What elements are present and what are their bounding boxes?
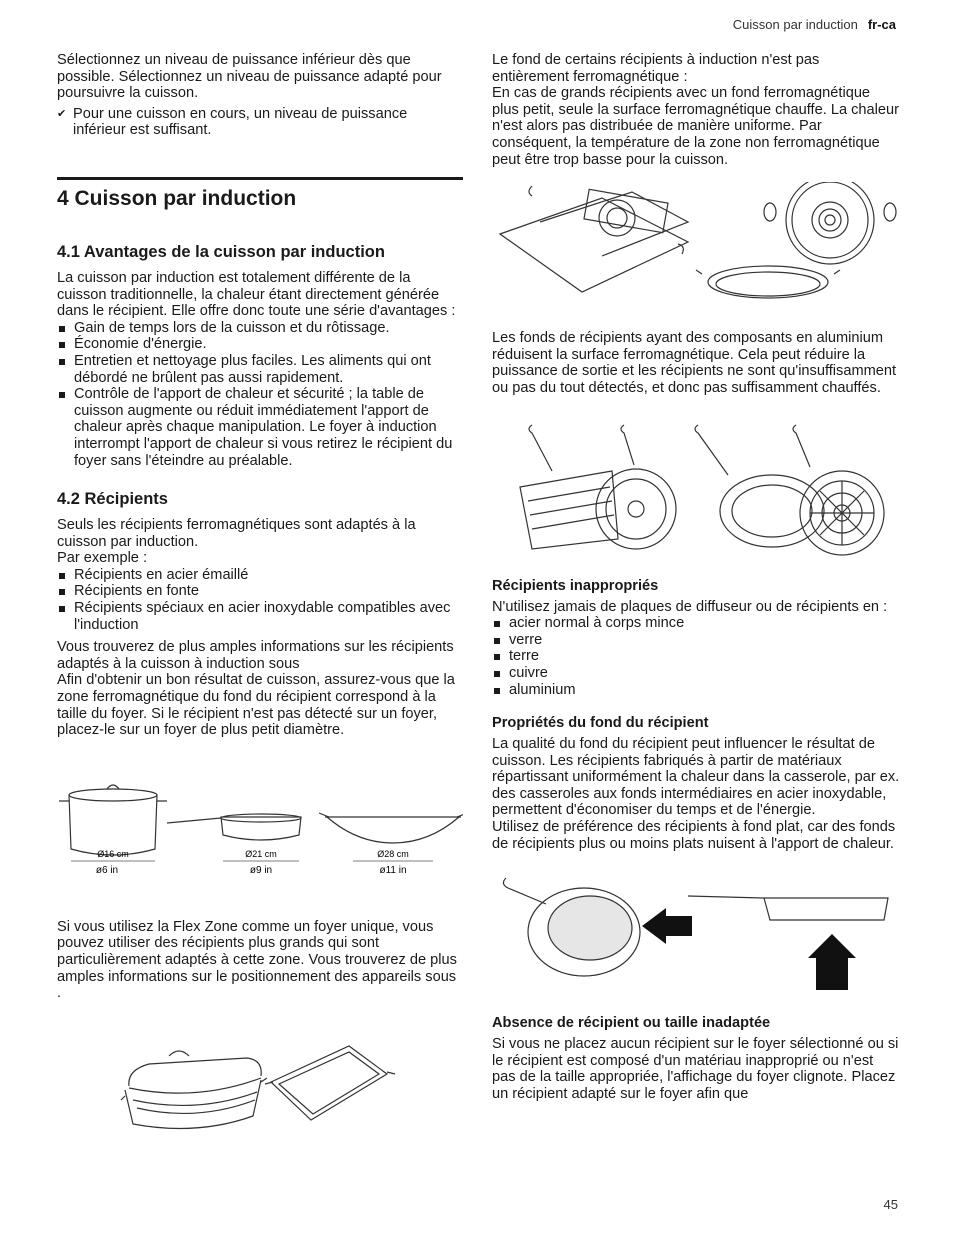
- list-item: Entretien et nettoyage plus faciles. Les aliments qui ont débordé ne brûlent pas aussi rapidement.: [57, 353, 463, 386]
- list-item: Récipients en fonte: [57, 583, 463, 600]
- list-item: cuivre: [492, 665, 900, 682]
- bottom-paragraph-2: Utilisez de préférence des récipients à fond plat, car des fonds de récipients plus ou moins plats nuisent à l'apport de chaleur.: [492, 819, 896, 852]
- flex-zone-paragraph: Si vous utilisez la Flex Zone comme un foyer unique, vous pouvez utiliser des récipients plus grands qui sont particulièrement adaptés à cette zone. Vous trouverez de plus amples informations sur le positionnement des appareils sous .: [57, 918, 457, 1002]
- size-label: Ø28 cm: [377, 848, 409, 859]
- bottom-properties-title: Propriétés du fond du récipient: [492, 715, 709, 732]
- aluminium-base-illustration: [492, 411, 900, 561]
- size-label: ø9 in: [249, 864, 273, 876]
- bottom-paragraph-1: La qualité du fond du récipient peut influencer le résultat de cuisson. Les récipients fabriqués à partir de matériaux répartissant uniformément la chaleur dans la casserole, par ex. des casseroles aux fonds intermédiaires en acier inoxydable, permettent d'économiser du temps et de l'énergie.: [492, 736, 900, 819]
- roaster-griddle-illustration: [57, 1042, 463, 1142]
- aluminium-paragraph: Les fonds de récipients ayant des composants en aluminium réduisent la surface ferromagnétique. Cela peut réduire la puissance de sortie et les récipients ne sont qu'insuffisamment ou pas du tout détectés, et donc pas suffisamment chauffés.: [492, 330, 897, 396]
- list-item: terre: [492, 648, 900, 665]
- subsection-4-1-title: 4.1 Avantages de la cuisson par induction: [57, 242, 385, 261]
- section-heading-bar: [57, 177, 463, 212]
- s42-example: Par exemple :: [57, 550, 148, 567]
- absent-pan-title: Absence de récipient ou taille inadaptée: [492, 1015, 771, 1032]
- ferro-paragraph-a: Le fond de certains récipients à induction n'est pas entièrement ferromagnétique :: [492, 52, 820, 85]
- section-title: 4 Cuisson par induction: [57, 186, 297, 210]
- check-note: ✔ Pour une cuisson en cours, un niveau de puissance inférieur est suffisant.: [57, 106, 463, 139]
- arrow-left-icon: [642, 908, 692, 944]
- arrow-up-icon: [808, 934, 856, 990]
- advantages-list: [57, 320, 463, 469]
- unsuitable-title: Récipients inappropriés: [492, 577, 659, 594]
- absent-pan-paragraph: Si vous ne placez aucun récipient sur le foyer sélectionné ou si le récipient est composé d'un matériau inapproprié ou n'est pas de la taille appropriée, l'affichage du foyer clignote. Placez un récipient adapté sur le foyer afin que: [492, 1036, 899, 1103]
- running-header: [733, 17, 896, 32]
- list-item: verre: [492, 632, 900, 649]
- list-item: Récipients spéciaux en acier inoxydable compatibles avec l'induction: [57, 600, 463, 633]
- cookware-list: [57, 567, 463, 633]
- size-label: Ø21 cm: [245, 848, 277, 859]
- unsuitable-intro: N'utilisez jamais de plaques de diffuseur ou de récipients en :: [492, 598, 888, 615]
- subsection-4-2-title: 4.2 Récipients: [57, 490, 168, 509]
- left-column: [57, 52, 463, 1142]
- list-item: Récipients en acier émaillé: [57, 567, 463, 584]
- s42-more: Vous trouverez de plus amples informations sur les récipients adaptés à la cuisson à induction sous: [57, 639, 454, 672]
- list-item: Contrôle de l'apport de chaleur et sécurité ; la table de cuisson augmente ou réduit immédiatement l'apport de chaleur après chaque manipulation. Le foyer à induction interrompt l'apport de chaleur si vous retirez le récipient du foyer sans l'éteindre au préalable.: [57, 386, 463, 469]
- flat-bottom-illustration: [492, 870, 900, 1000]
- size-label: ø6 in: [95, 864, 119, 876]
- size-label: Ø16 cm: [97, 848, 129, 859]
- s42-intro: Seuls les récipients ferromagnétiques sont adaptés à la cuisson par induction.: [57, 517, 416, 550]
- list-item: acier normal à corps mince: [492, 615, 900, 632]
- list-item: aluminium: [492, 682, 900, 699]
- s41-intro: La cuisson par induction est totalement différente de la cuisson traditionnelle, la chaleur étant directement générée dans le récipient. Elle offre donc toute une série d'avantages :: [57, 269, 456, 320]
- intro-paragraph: Sélectionnez un niveau de puissance inférieur dès que possible. Sélectionnez un niveau de puissance adapté pour poursuivre la cuisson.: [57, 52, 442, 102]
- header-lang: fr-ca: [867, 17, 896, 32]
- header-title: Cuisson par induction: [732, 17, 858, 32]
- pot-sizes-illustration: [57, 771, 463, 911]
- unsuitable-list: [492, 615, 900, 698]
- right-column: [492, 52, 900, 1103]
- list-item: Gain de temps lors de la cuisson et du rôtissage.: [57, 320, 463, 337]
- ferro-paragraph-b: En cas de grands récipients avec un fond ferromagnétique plus petit, seule la surface ferromagnétique chauffe. La chaleur n'est alors pas distribuée de manière uniforme. Par conséquent, la température de la zone non ferromagnétique peut être trop basse pour la cuisson.: [492, 85, 899, 168]
- list-item: Économie d'énergie.: [57, 336, 463, 353]
- page-number: 45: [883, 1197, 898, 1212]
- s42-zone: Afin d'obtenir un bon résultat de cuisson, assurez-vous que la zone ferromagnétique du fond du récipient correspond à la taille du foyer. Si le récipient n'est pas détecté sur un foyer, placez-le sur un foyer de plus petit diamètre.: [57, 672, 455, 739]
- partial-ferromagnetic-illustration: [492, 182, 900, 312]
- size-label: ø11 in: [379, 864, 407, 876]
